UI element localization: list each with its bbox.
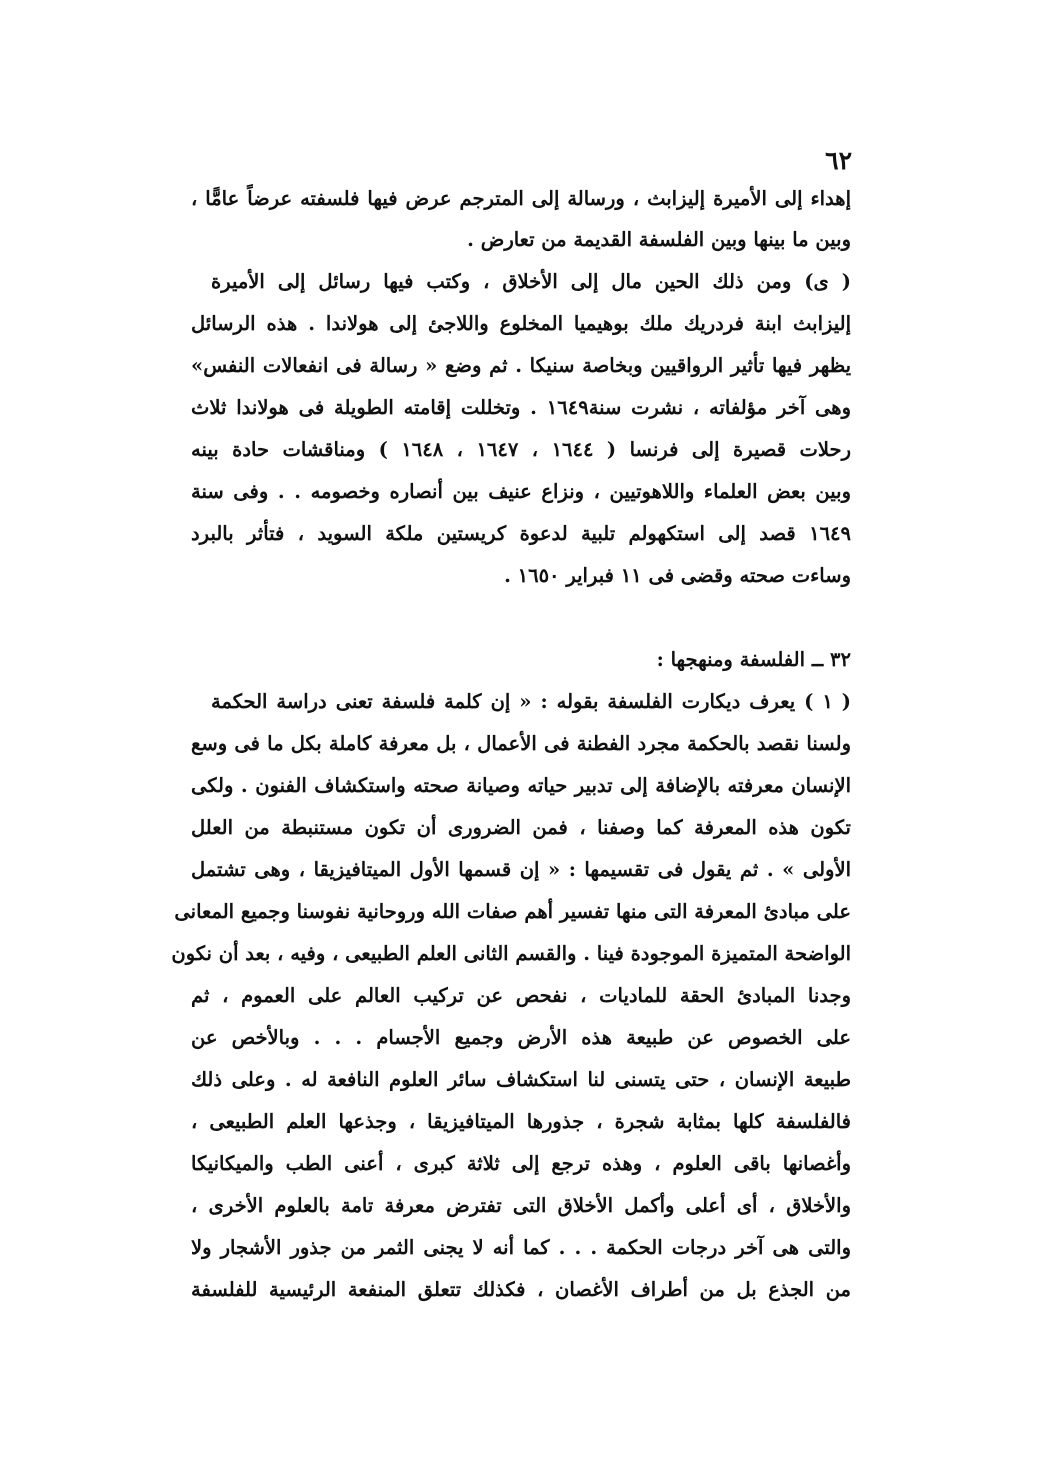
text-line: إليزابث ابنة فردريك ملك بوهيميا المخلوع واللاجئ إلى هولاندا . هذه الرسائل [191, 312, 851, 335]
text-line: وبين ما بينها وبين الفلسفة القديمة من تعارض . [467, 228, 851, 251]
text-line: على مبادئ المعرفة التى منها تفسير أهم صفات الله وروحانية نفوسنا وجميع المعانى [174, 900, 851, 923]
text-line: فالفلسفة كلها بمثابة شجرة ، جذورها الميتافيزيقا ، وجذعها العلم الطبيعى ، [191, 1110, 851, 1133]
text-line: ١٦٤٩ قصد إلى استكهولم تلبية لدعوة كريستين ملكة السويد ، فتأثر بالبرد [191, 522, 851, 545]
text-line: الواضحة المتميزة الموجودة فينا . والقسم الثانى العلم الطبيعى ، وفيه ، بعد أن نكون [171, 942, 851, 965]
text-line: وساءت صحته وقضى فى ١١ فبراير ١٦٥٠ . [504, 564, 851, 587]
text-line: من الجذع بل من أطراف الأغصان ، فكذلك تتعلق المنفعة الرئيسية للفلسفة [191, 1278, 851, 1301]
page-number: ٦٢ [825, 146, 852, 175]
text-line: ( ١ ) يعرف ديكارت الفلسفة بقوله : « إن كلمة فلسفة تعنى دراسة الحكمة [211, 690, 852, 713]
text-line: الأولى » . ثم يقول فى تقسيمها : « إن قسمها الأول الميتافيزيقا ، وهى تشتمل [191, 858, 851, 881]
text-line: الإنسان معرفته بالإضافة إلى تدبير حياته وصيانة صحته واستكشاف الفنون . ولكى [191, 774, 851, 797]
text-line: وبين بعض العلماء واللاهوتيين ، ونزاع عنيف بين أنصاره وخصومه . . وفى سنة [191, 480, 851, 503]
text-line: على الخصوص عن طبيعة هذه الأرض وجميع الأجسام . . . وبالأخص عن [191, 1026, 851, 1049]
text-line: والأخلاق ، أى أعلى وأكمل الأخلاق التى تفترض معرفة تامة بالعلوم الأخرى ، [191, 1194, 851, 1217]
text-line: وهى آخر مؤلفاته ، نشرت سنة١٦٤٩ . وتخللت إقامته الطويلة فى هولاندا ثلاث [191, 396, 852, 419]
text-line: تكون هذه المعرفة كما وصفنا ، فمن الضرورى أن تكون مستنبطة من العلل [191, 816, 851, 839]
section-heading: ٣٢ ــ الفلسفة ومنهجها : [656, 648, 851, 671]
text-line: ( ى) ومن ذلك الحين مال إلى الأخلاق ، وكتب فيها رسائل إلى الأميرة [211, 270, 851, 293]
text-line: رحلات قصيرة إلى فرنسا ( ١٦٤٤ ، ١٦٤٧ ، ١٦٤٨ ) ومناقشات حادة بينه [191, 438, 851, 461]
text-line: إهداء إلى الأميرة إليزابث ، ورسالة إلى المترجم عرض فيها فلسفته عرضاً عامًّا ، [191, 187, 851, 210]
text-line: وأغصانها باقى العلوم ، وهذه ترجع إلى ثلاثة كبرى ، أعنى الطب والميكانيكا [191, 1152, 851, 1175]
text-line: والتى هى آخر درجات الحكمة . . . كما أنه لا يجنى الثمر من جذور الأشجار ولا [191, 1236, 851, 1259]
text-line: يظهر فيها تأثير الرواقيين وبخاصة سنيكا . ثم وضع « رسالة فى انفعالات النفس» [191, 354, 851, 377]
text-line: ولسنا نقصد بالحكمة مجرد الفطنة فى الأعمال ، بل معرفة كاملة بكل ما فى وسع [191, 732, 851, 755]
text-line: وجدنا المبادئ الحقة للماديات ، نفحص عن تركيب العالم على العموم ، ثم [191, 984, 851, 1007]
text-line: طبيعة الإنسان ، حتى يتسنى لنا استكشاف سائر العلوم النافعة له . وعلى ذلك [191, 1068, 851, 1091]
